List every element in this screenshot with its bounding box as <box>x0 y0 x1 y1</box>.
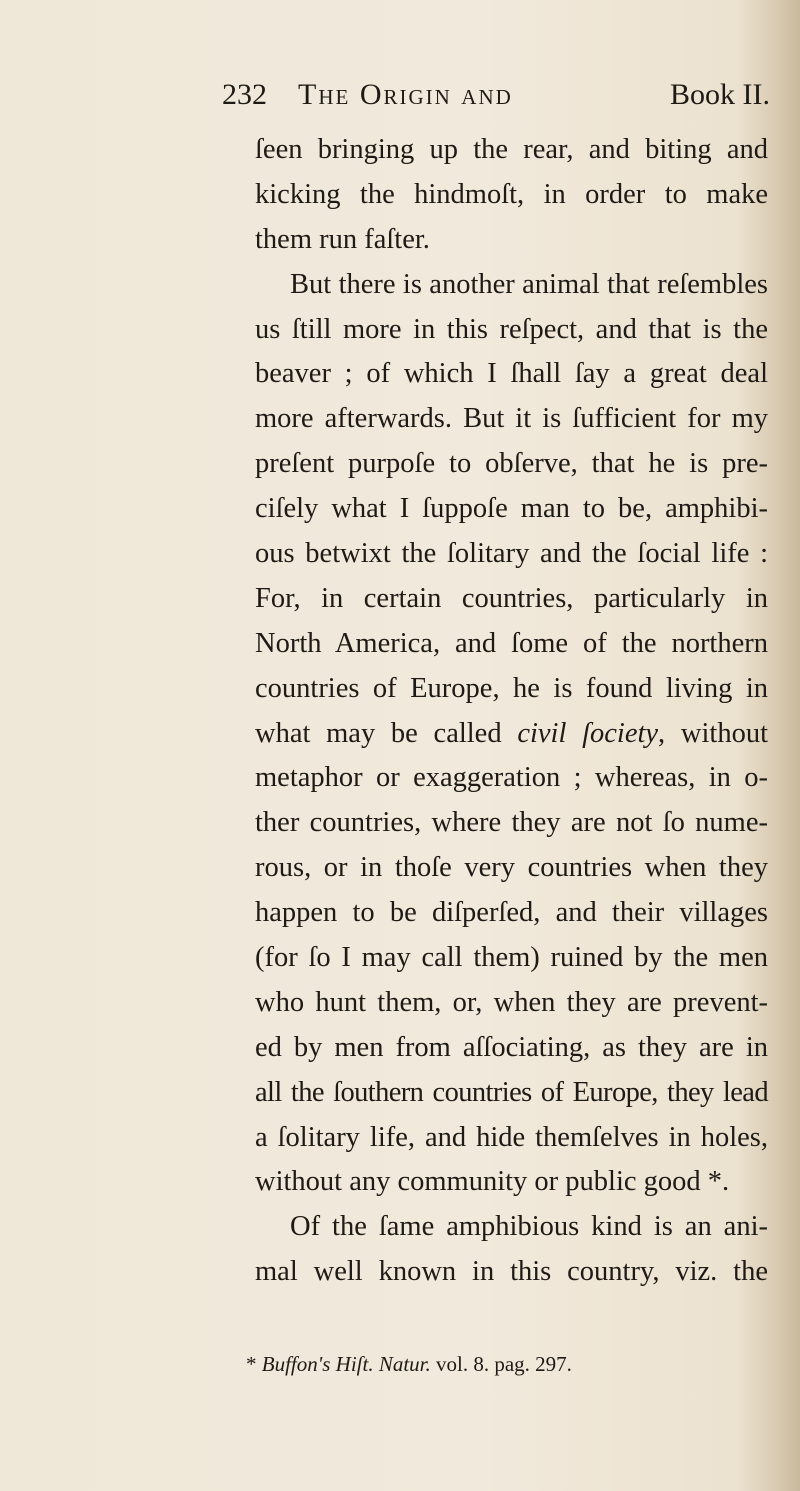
text-run: , without <box>658 717 768 749</box>
text-line: ther countries, where they are not ſo nume- <box>255 807 768 839</box>
text-line: ous betwixt the ſolitary and the ſocial life : <box>255 538 768 570</box>
text-line <box>255 712 768 757</box>
text-line: us ſtill more in this reſpect, and that is the <box>255 313 768 345</box>
text-line: ſeen bringing up the rear, and biting and <box>255 134 768 165</box>
text-line: who hunt them, or, when they are prevent- <box>255 986 768 1018</box>
italic-phrase: civil ſociety <box>517 717 659 749</box>
running-header <box>222 78 770 122</box>
text-line: Of the ſame amphibious kind is an ani- <box>290 1211 768 1243</box>
text-line: North America, and ſome of the northern <box>255 627 768 659</box>
text-line: kicking the hindmoſt, in order to make <box>255 178 768 210</box>
footnote-title: Buffon's Hiſt. Natur. <box>261 1352 431 1376</box>
text-line: without any community or public good *. <box>255 1166 730 1198</box>
running-title: The Origin and <box>298 78 513 111</box>
text-line: beaver ; of which I ſhall ſay a great deal <box>255 358 768 390</box>
footnote <box>246 1352 572 1377</box>
text-line: ed by men from aſſociating, as they are in <box>255 1031 768 1063</box>
text-line: all the ſouthern countries of Europe, they lead <box>255 1076 768 1108</box>
text-line: mal well known in this country, viz. the <box>255 1256 768 1288</box>
book-label: Book II. <box>670 78 770 111</box>
text-line: preſent purpoſe to obſerve, that he is pre- <box>255 448 768 480</box>
text-line: a ſolitary life, and hide themſelves in holes, <box>255 1121 768 1153</box>
text-line: countries of Europe, he is found living in <box>255 672 768 704</box>
text-line: rous, or in thoſe very countries when they <box>255 852 768 884</box>
text-line: ciſely what I ſuppoſe man to be, amphibi- <box>255 493 768 525</box>
text-line: happen to be diſperſed, and their villages <box>255 897 768 929</box>
page-number: 232 <box>222 78 267 111</box>
text-line: them run faſter. <box>255 223 430 255</box>
body-text <box>255 128 768 1295</box>
text-run: what may be called <box>255 717 518 749</box>
text-line: (for ſo I may call them) ruined by the men <box>255 942 768 974</box>
footnote-marker: * <box>246 1352 257 1376</box>
text-line: more afterwards. But it is ſufficient for my <box>255 403 768 435</box>
text-line: metaphor or exaggeration ; whereas, in o- <box>255 762 768 794</box>
footnote-reference: vol. 8. pag. 297. <box>430 1352 572 1376</box>
text-line: For, in certain countries, particularly in <box>255 582 768 614</box>
text-line: But there is another animal that reſembles <box>290 268 768 300</box>
